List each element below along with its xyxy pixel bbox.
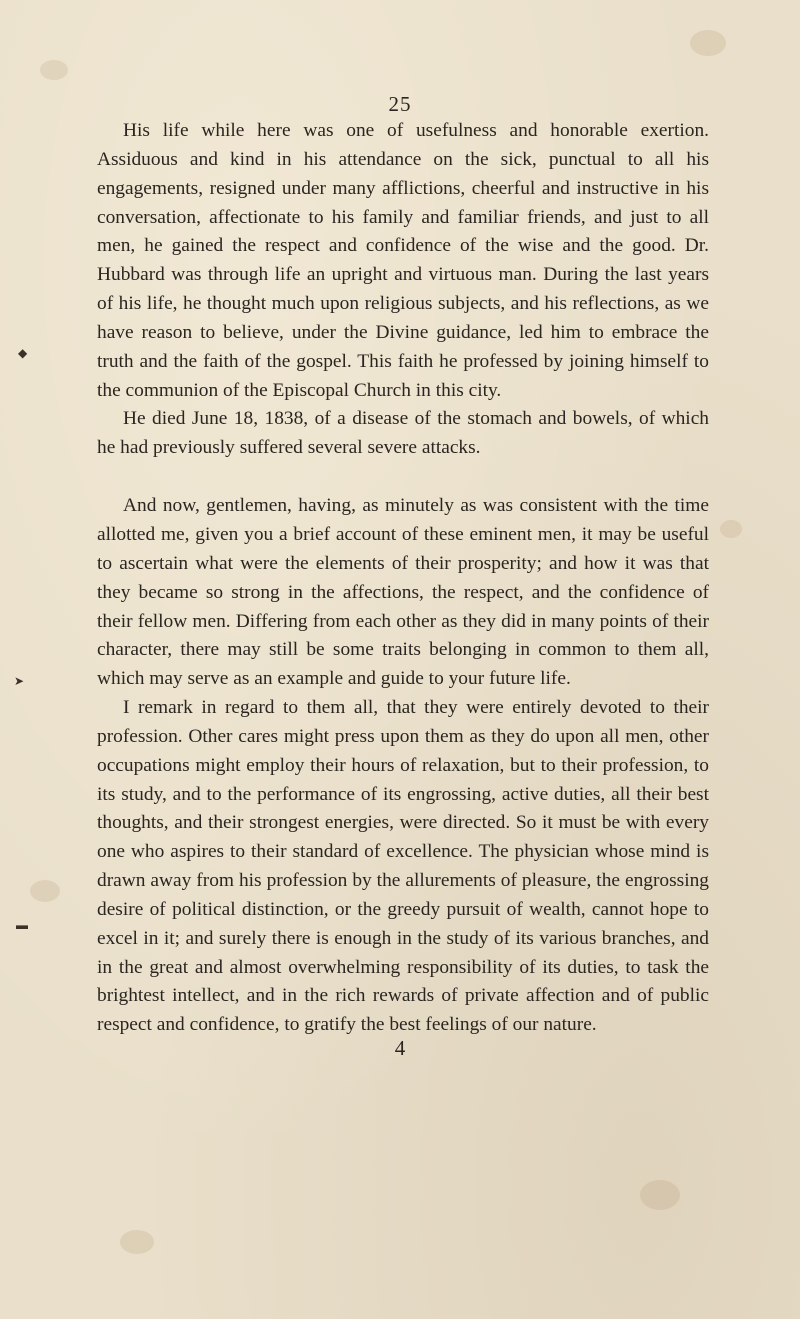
paragraph: His life while here was one of usefulness and honorable exertion. Assiduous and kind in his attendance on the sick, punctual to all his engagements, resigned under many afflictions, cheerful and instructive in his conversation, affectionate to his family and familiar friends, and just to all men, he gained the respect and confidence of the wise and the good. Dr. Hubbard was through life an upright and virtuous man. During the last years of his life, he thought much upon religious subjects, and his reflections, as we have reason to believe, under the Divine guidance, led him to embrace the truth and the faith of the gospel. This faith he professed by joining himself to the communion of the Episcopal Church in this city.	[97, 120, 709, 401]
margin-mark: ◆	[18, 346, 28, 360]
signature-mark: 4	[394, 1036, 406, 1060]
foxing-spot	[690, 30, 726, 56]
body-text	[97, 117, 709, 1040]
margin-mark: ▬	[16, 918, 28, 932]
foxing-spot	[640, 1180, 680, 1210]
foxing-spot	[30, 880, 60, 902]
foxing-spot	[40, 60, 68, 80]
paragraph: He died June 18, 1838, of a disease of the stomach and bowels, of which he had previously suffered several severe attacks.	[97, 408, 709, 459]
paragraph: And now, gentlemen, having, as minutely as was consistent with the time allotted me, given you a brief account of these eminent men, it may be useful to ascertain what were the elements of their prosperity; and how it was that they became so strong in the affections, the respect, and the confidence of their fellow men. Differing from each other as they did in many points of their character, there may still be some traits belonging in common to them all, which may serve as an example and guide to your future life.	[97, 495, 709, 690]
paragraph: I remark in regard to them all, that they were entirely devoted to their profession. Other cares might press upon them as they do upon all men, other occupations might employ their hours of relaxation, but to their profession, to its study, and to the performance of its engrossing, active duties, all their best thoughts, and their strongest energies, were directed. So it must be with every one who aspires to their standard of excellence. The physician whose mind is drawn away from his profession by the allurements of pleasure, the engrossing desire of political distinction, or the greedy pursuit of wealth, cannot hope to excel in it; and surely there is enough in the study of its various branches, and in the great and almost overwhelming responsibility of its duties, to task the brightest intellect, and in the rich rewards of private affection and of public respect and confidence, to gratify the best feelings of our nature.	[97, 697, 709, 1036]
page-number: 25	[388, 92, 412, 116]
foxing-spot	[720, 520, 742, 538]
margin-mark: ➤	[14, 674, 25, 688]
foxing-spot	[120, 1230, 154, 1254]
